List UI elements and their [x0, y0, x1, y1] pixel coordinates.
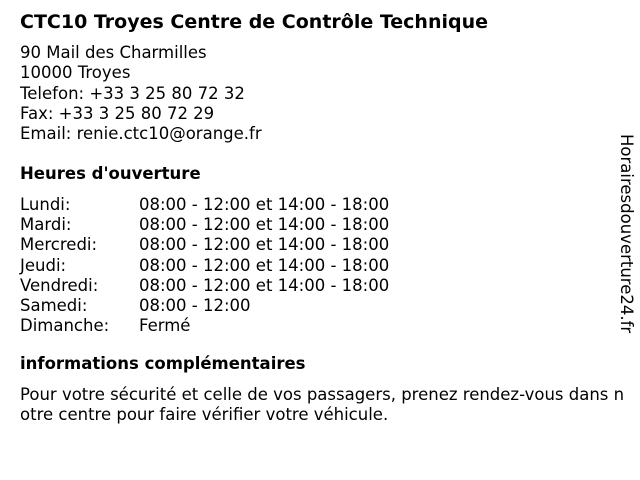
day-label: Jeudi:	[20, 255, 67, 275]
day-label: Mercredi:	[20, 235, 98, 255]
time-value: 08:00 - 12:00 et 14:00 - 18:00	[139, 255, 390, 275]
day-label: Vendredi:	[20, 275, 99, 295]
hours-row-jeudi	[20, 256, 460, 276]
hours-row-dimanche	[20, 316, 460, 336]
email-address: Email: renie.ctc10@orange.fr	[20, 124, 262, 144]
time-value: 08:00 - 12:00 et 14:00 - 18:00	[139, 275, 390, 295]
hours-row-mardi	[20, 215, 460, 235]
page-title: CTC10 Troyes Centre de Contrôle Technique	[20, 11, 489, 33]
opening-hours-list	[20, 195, 460, 336]
time-value: 08:00 - 12:00 et 14:00 - 18:00	[139, 235, 390, 255]
hours-row-vendredi	[20, 276, 460, 296]
day-label: Mardi:	[20, 215, 72, 235]
time-value: 08:00 - 12:00 et 14:00 - 18:00	[139, 215, 390, 235]
address-block	[20, 43, 262, 144]
time-value: 08:00 - 12:00 et 14:00 - 18:00	[139, 195, 390, 214]
city-address: 10000 Troyes	[20, 63, 131, 83]
day-label: Dimanche:	[20, 316, 110, 336]
time-value: Fermé	[139, 316, 191, 336]
hours-row-lundi	[20, 195, 460, 215]
additional-info-heading: informations complémentaires	[20, 354, 306, 373]
opening-hours-heading: Heures d'ouverture	[20, 164, 201, 183]
site-watermark-label: Horairesdouverture24.fr	[617, 134, 636, 334]
hours-row-mercredi	[20, 235, 460, 255]
additional-info-text: Pour votre sécurité et celle de vos passagers, prenez rendez-vous dans notre centre pour faire vérifier votre véhicule.	[20, 385, 625, 425]
time-value: 08:00 - 12:00	[139, 295, 251, 315]
fax-number: Fax: +33 3 25 80 72 29	[20, 103, 215, 123]
phone-number: Telefon: +33 3 25 80 72 32	[20, 83, 245, 103]
street-address: 90 Mail des Charmilles	[20, 43, 207, 62]
day-label: Samedi:	[20, 295, 88, 315]
day-label: Lundi:	[20, 195, 71, 214]
hours-row-samedi	[20, 296, 460, 316]
